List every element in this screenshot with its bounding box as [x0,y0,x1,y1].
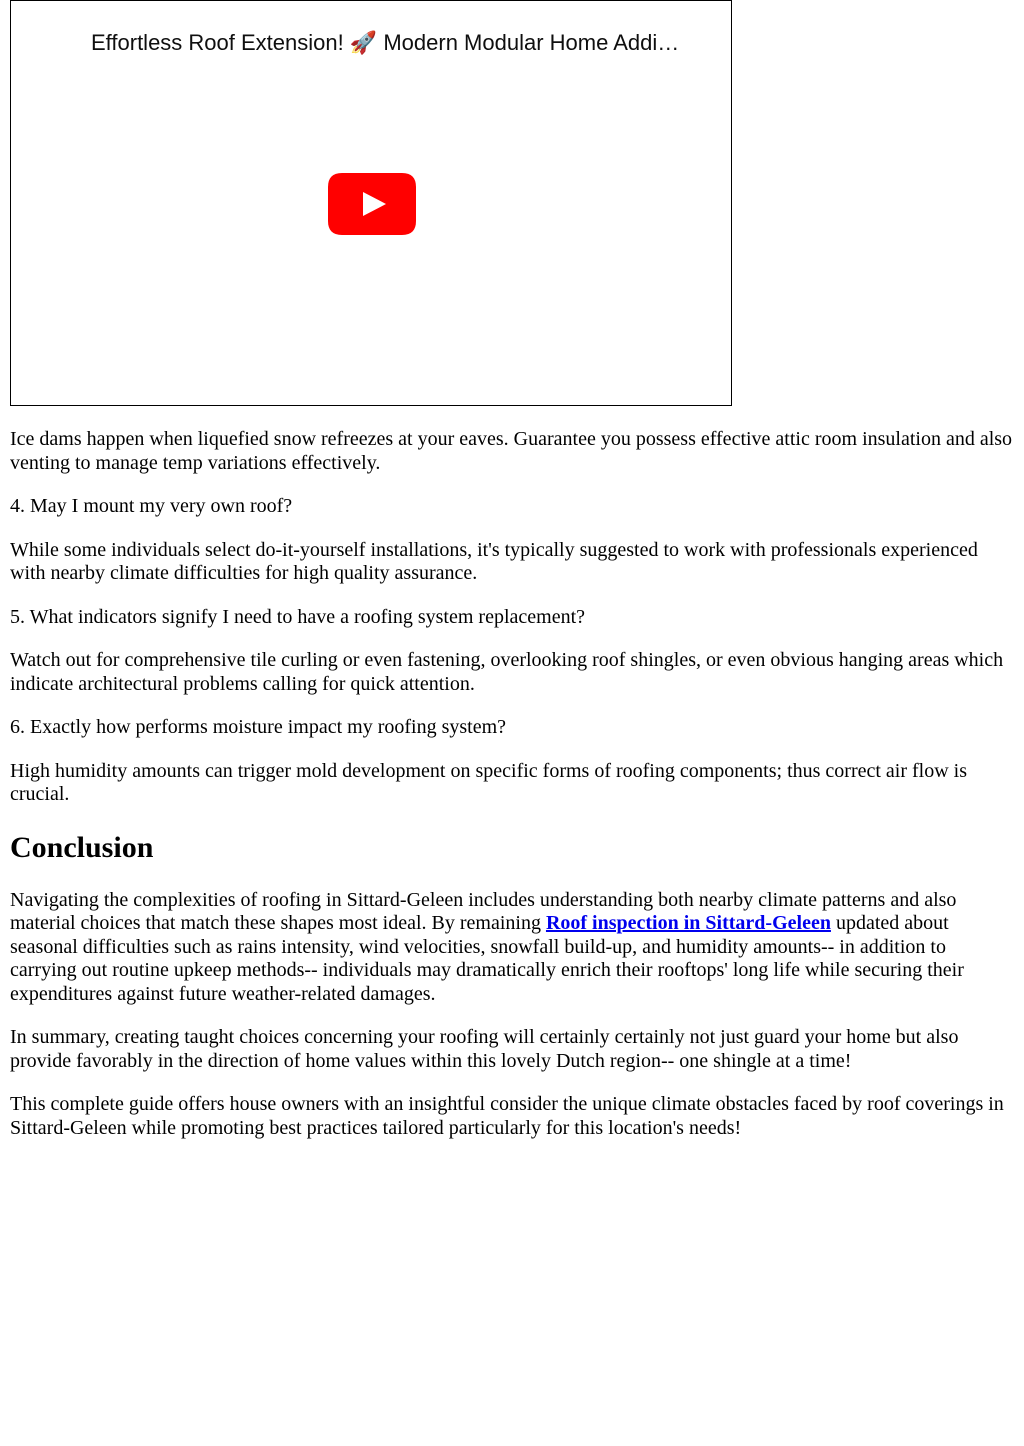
faq-answer-5: Watch out for comprehensive tile curling or even fastening, overlooking roof shingles, or even obvious hanging areas which indicate architectural problems calling for quick attention. [10,649,1004,695]
faq-answer-6: High humidity amounts can trigger mold development on specific forms of roofing components; thus correct air flow is crucial. [10,759,968,805]
roof-inspection-link[interactable]: Roof inspection in Sittard-Geleen [545,912,831,934]
faq-question-5: 5. What indicators signify I need to have a roofing system replacement? [10,605,585,628]
faq-answer-4: While some individuals select do-it-yourself installations, it's typically suggested to work with professionals experienced with nearby climate difficulties for high quality assurance. [10,538,978,584]
faq-answer-ice-dams: Ice dams happen when liquefied snow refreezes at your eaves. Guarantee you possess effective attic room insulation and also venting to manage temp variations effectively. [10,428,1013,474]
conclusion-text-after-link: updated about seasonal difficulties such as rains intensity, wind velocities, snowfall build-up, and humidity amounts-- in addition to carrying out routine upkeep methods-- individuals may dramatically enrich their rooftops' long life while securing their expenditures against future weather-related damages. [10,912,964,1005]
conclusion-paragraph-2: In summary, creating taught choices concerning your roofing will certainly certainly not just guard your home but also provide favorably in the direction of home values within this lovely Dutch region-- one shingle at a time! [10,1026,959,1072]
conclusion-paragraph-1 [10,889,1014,1007]
article-content [10,0,1014,1140]
conclusion-text-before-link: Navigating the complexities of roofing in Sittard-Geleen includes understanding both nearby climate patterns and also material choices that match these shapes most ideal. By remaining [10,888,957,934]
conclusion-paragraph-3: This complete guide offers house owners with an insightful consider the unique climate obstacles faced by roof coverings in Sittard-Geleen while promoting best practices tailored particularly for this location's needs! [10,1093,1004,1139]
conclusion-heading: Conclusion [10,830,154,864]
youtube-play-icon[interactable] [328,173,416,235]
youtube-video-embed[interactable] [10,0,732,406]
video-title[interactable]: Effortless Roof Extension! 🚀 Modern Modular Home Addi… [91,30,680,55]
faq-question-4: 4. May I mount my very own roof? [10,495,293,517]
faq-question-6: 6. Exactly how performs moisture impact my roofing system? [10,716,507,738]
